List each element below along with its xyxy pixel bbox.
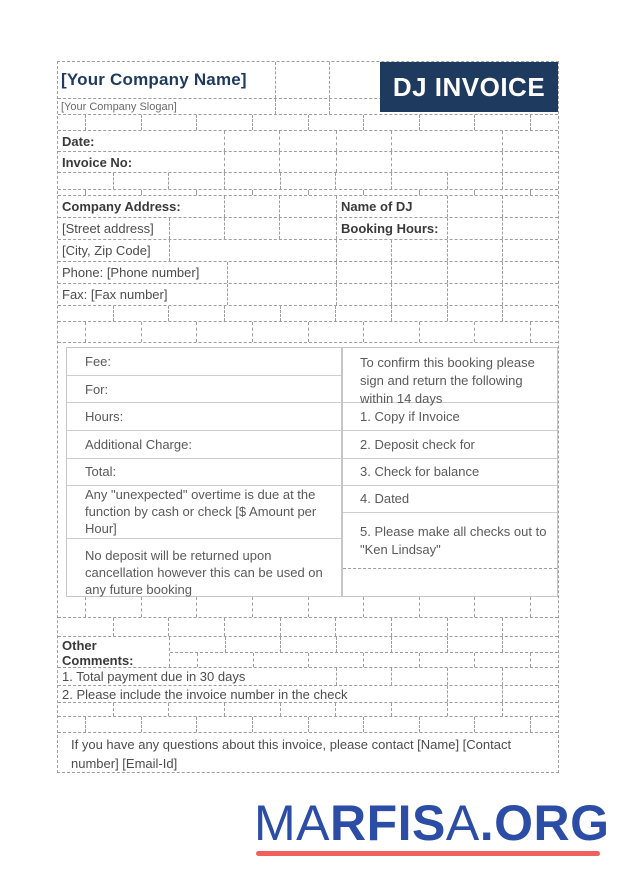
deposit-note-row bbox=[67, 539, 341, 596]
city-zip: [City, Zip Code] bbox=[62, 243, 151, 258]
other-comments-filler bbox=[170, 637, 558, 667]
grid-cell bbox=[225, 306, 281, 321]
city-zip-row bbox=[58, 240, 558, 262]
fee-row bbox=[67, 403, 341, 431]
grid-cell bbox=[503, 218, 558, 239]
confirmation-intro-row bbox=[343, 348, 557, 406]
date-label-cell bbox=[58, 131, 225, 151]
grid-cell bbox=[392, 668, 448, 685]
grid-cell bbox=[475, 717, 531, 732]
contact-note: If you have any questions about this invoice, please contact [Name] [Contact number] [Email-Id] bbox=[71, 737, 512, 771]
grid-cell bbox=[309, 115, 365, 130]
fee-row bbox=[67, 348, 341, 376]
grid-cell bbox=[503, 240, 558, 261]
grid-cell bbox=[197, 597, 253, 617]
grid-cell bbox=[86, 322, 142, 342]
grid-cell bbox=[503, 618, 558, 636]
company-slogan: [Your Company Slogan] bbox=[61, 100, 177, 113]
grid-cell bbox=[142, 717, 198, 732]
grid-cell bbox=[58, 597, 86, 617]
grid-cell bbox=[503, 173, 558, 189]
grid-cell bbox=[420, 190, 476, 195]
grid-cell bbox=[503, 262, 558, 283]
grid-cell bbox=[531, 115, 558, 130]
grid-cell bbox=[503, 306, 558, 321]
confirmation-item bbox=[343, 486, 557, 513]
grid-cell bbox=[114, 173, 170, 189]
company-address-label: Company Address: bbox=[62, 199, 181, 214]
grid-cell bbox=[531, 190, 558, 195]
grid-cell bbox=[58, 190, 86, 195]
total-label: Total: bbox=[85, 464, 117, 480]
grid-cell bbox=[336, 173, 392, 189]
grid-cell bbox=[58, 173, 114, 189]
confirmation-intro: To confirm this booking please sign and return the following within 14 days bbox=[360, 355, 535, 406]
deposit-note: No deposit will be returned upon cancellation however this can be used on any future booking bbox=[85, 548, 323, 598]
grid-cell bbox=[337, 284, 392, 305]
filler-row bbox=[58, 306, 558, 322]
grid-cell bbox=[197, 717, 253, 732]
grid-cell bbox=[86, 190, 142, 195]
grid-cell bbox=[448, 703, 504, 716]
grid-cell bbox=[253, 190, 309, 195]
grid-cell bbox=[392, 306, 448, 321]
grid-cell bbox=[392, 240, 448, 261]
grid-cell bbox=[364, 322, 420, 342]
company-name: [Your Company Name] bbox=[61, 70, 247, 89]
grid-cell bbox=[281, 173, 337, 189]
grid-cell bbox=[420, 115, 476, 130]
grid-cell bbox=[58, 703, 114, 716]
filler-row bbox=[58, 597, 558, 618]
fee-section bbox=[58, 347, 558, 597]
grid-cell bbox=[531, 653, 558, 668]
grid-cell bbox=[142, 115, 198, 130]
grid-cell bbox=[114, 306, 170, 321]
overtime-note: Any "unexpected" overtime is due at the function by cash or check [$ Amount per Hour] bbox=[85, 487, 317, 537]
company-address-row bbox=[58, 196, 558, 218]
phone-cell bbox=[58, 262, 228, 283]
grid-cell bbox=[276, 62, 330, 98]
confirmation-item-text: 2. Deposit check for bbox=[360, 436, 475, 452]
company-slogan-cell bbox=[58, 99, 276, 114]
grid-cell bbox=[337, 668, 392, 685]
comment-row bbox=[58, 668, 558, 686]
grid-cell bbox=[420, 717, 476, 732]
grid-cell bbox=[169, 173, 225, 189]
grid-cell bbox=[170, 218, 225, 239]
grid-cell bbox=[197, 115, 253, 130]
grid-cell bbox=[142, 597, 198, 617]
contact-note-cell bbox=[58, 733, 558, 772]
banner-title: DJ INVOICE bbox=[392, 71, 546, 102]
grid-cell bbox=[531, 597, 558, 617]
grid-cell bbox=[86, 597, 142, 617]
confirmation-item bbox=[343, 459, 557, 486]
street-address: [Street address] bbox=[62, 221, 154, 236]
grid-cell bbox=[228, 262, 337, 283]
invoice-no-label-cell bbox=[58, 152, 225, 172]
grid-cell bbox=[58, 717, 86, 732]
other-comments-label bbox=[58, 637, 170, 667]
grid-cell bbox=[337, 637, 393, 652]
confirmation-table bbox=[342, 347, 558, 597]
date-label: Date: bbox=[62, 133, 95, 149]
contact-row bbox=[58, 733, 558, 772]
grid-cell bbox=[448, 618, 504, 636]
grid-cell bbox=[170, 637, 226, 652]
grid-cell bbox=[448, 637, 504, 652]
grid-cell bbox=[253, 597, 309, 617]
grid-cell bbox=[58, 618, 114, 636]
other-comments-line2: Comments: bbox=[62, 653, 134, 668]
confirmation-item-text: 5. Please make all checks out to "Ken Lindsay" bbox=[360, 523, 547, 557]
grid-cell bbox=[392, 131, 503, 151]
grid-cell bbox=[280, 131, 337, 151]
grid-cell bbox=[280, 152, 337, 172]
grid-cell bbox=[169, 306, 225, 321]
grid-cell bbox=[364, 653, 419, 668]
grid-cell bbox=[392, 284, 448, 305]
grid-cell bbox=[503, 152, 558, 172]
filler-row bbox=[170, 653, 558, 668]
dj-name-cell bbox=[337, 196, 448, 217]
company-address-label-cell bbox=[58, 196, 225, 217]
grid-cell bbox=[337, 240, 392, 261]
confirmation-item-text: 4. Dated bbox=[360, 491, 410, 506]
grid-cell bbox=[448, 196, 503, 217]
grid-cell bbox=[364, 597, 420, 617]
overtime-note-row bbox=[67, 486, 341, 539]
grid-cell bbox=[225, 131, 280, 151]
grid-cell bbox=[343, 569, 557, 596]
invoice-no-row bbox=[58, 152, 558, 173]
grid-cell bbox=[309, 653, 364, 668]
invoice-document bbox=[57, 61, 559, 773]
grid-cell bbox=[309, 597, 365, 617]
grid-cell bbox=[392, 618, 448, 636]
grid-cell bbox=[448, 284, 503, 305]
logo-part-3: A bbox=[445, 795, 480, 851]
grid-cell bbox=[170, 653, 198, 668]
grid-cell bbox=[420, 597, 476, 617]
logo-underline bbox=[256, 851, 600, 856]
grid-cell bbox=[364, 115, 420, 130]
filler-row bbox=[58, 322, 558, 343]
grid-cell bbox=[309, 717, 365, 732]
grid-cell bbox=[225, 152, 280, 172]
grid-cell bbox=[448, 173, 504, 189]
grid-cell bbox=[253, 322, 309, 342]
grid-cell bbox=[392, 262, 448, 283]
grid-cell bbox=[336, 703, 392, 716]
for-label: For: bbox=[85, 381, 109, 397]
booking-hours-cell bbox=[337, 218, 448, 239]
grid-cell bbox=[503, 668, 558, 685]
grid-cell bbox=[142, 190, 198, 195]
grid-cell bbox=[276, 99, 330, 114]
grid-cell bbox=[392, 152, 503, 172]
grid-cell bbox=[169, 703, 225, 716]
filler-row bbox=[170, 637, 558, 653]
comment-item: 1. Total payment due in 30 days bbox=[62, 669, 246, 684]
filler-row bbox=[58, 703, 558, 717]
grid-cell bbox=[198, 653, 253, 668]
grid-cell bbox=[254, 653, 309, 668]
grid-cell bbox=[225, 196, 280, 217]
grid-cell bbox=[86, 717, 142, 732]
grid-cell bbox=[114, 618, 170, 636]
grid-cell bbox=[337, 152, 392, 172]
street-address-row bbox=[58, 218, 558, 240]
confirmation-item bbox=[343, 431, 557, 459]
grid-cell bbox=[225, 173, 281, 189]
grid-cell bbox=[280, 218, 337, 239]
date-row bbox=[58, 131, 558, 152]
grid-cell bbox=[253, 717, 309, 732]
dj-invoice-banner bbox=[380, 62, 558, 112]
comment-cell bbox=[58, 668, 337, 685]
grid-cell bbox=[475, 190, 531, 195]
grid-cell bbox=[531, 717, 558, 732]
comment-item: 2. Please include the invoice number in the check bbox=[62, 686, 348, 702]
phone: Phone: [Phone number] bbox=[62, 265, 200, 280]
logo-part-2: RFIS bbox=[330, 795, 446, 851]
city-zip-cell bbox=[58, 240, 170, 261]
grid-cell bbox=[309, 190, 365, 195]
grid-cell bbox=[448, 240, 503, 261]
fee-table bbox=[66, 347, 342, 597]
grid-cell bbox=[309, 322, 365, 342]
grid-cell bbox=[503, 131, 558, 151]
grid-cell bbox=[280, 196, 337, 217]
fee-row bbox=[67, 376, 341, 404]
grid-cell bbox=[86, 115, 142, 130]
grid-cell bbox=[503, 196, 558, 217]
grid-cell bbox=[475, 653, 530, 668]
phone-row bbox=[58, 262, 558, 284]
fax-row bbox=[58, 284, 558, 306]
dj-name-label: Name of DJ bbox=[341, 199, 413, 214]
company-name-cell bbox=[58, 62, 276, 98]
grid-cell bbox=[503, 703, 558, 716]
comment-cell bbox=[58, 686, 448, 702]
grid-cell bbox=[448, 262, 503, 283]
grid-cell bbox=[114, 703, 170, 716]
grid-cell bbox=[337, 131, 392, 151]
grid-cell bbox=[503, 637, 558, 652]
filler-row bbox=[58, 173, 558, 190]
filler-row bbox=[58, 115, 558, 131]
grid-cell bbox=[281, 618, 337, 636]
hours-label: Hours: bbox=[85, 409, 124, 425]
grid-cell bbox=[420, 322, 476, 342]
grid-cell bbox=[448, 218, 503, 239]
fee-row bbox=[67, 431, 341, 459]
confirmation-item bbox=[343, 513, 557, 569]
grid-cell bbox=[448, 668, 503, 685]
grid-cell bbox=[392, 173, 448, 189]
other-comments-row bbox=[58, 637, 558, 668]
grid-cell bbox=[364, 190, 420, 195]
grid-cell bbox=[225, 218, 280, 239]
invoice-no-label: Invoice No: bbox=[62, 154, 133, 170]
grid-cell bbox=[226, 637, 282, 652]
grid-cell bbox=[281, 306, 337, 321]
grid-cell bbox=[281, 703, 337, 716]
grid-cell bbox=[58, 115, 86, 130]
fee-label: Fee: bbox=[85, 353, 112, 369]
additional-charge-label: Additional Charge: bbox=[85, 437, 192, 453]
grid-cell bbox=[336, 306, 392, 321]
booking-hours-label: Booking Hours: bbox=[341, 221, 439, 236]
fax-cell bbox=[58, 284, 228, 305]
fax: Fax: [Fax number] bbox=[62, 287, 168, 302]
comment-row bbox=[58, 686, 558, 703]
grid-cell bbox=[228, 284, 337, 305]
other-comments-line1: Other bbox=[62, 638, 97, 653]
confirmation-item-text: 1. Copy if Invoice bbox=[360, 408, 460, 424]
grid-cell bbox=[253, 115, 309, 130]
grid-cell bbox=[448, 306, 504, 321]
grid-cell bbox=[142, 322, 198, 342]
filler-row bbox=[58, 717, 558, 733]
grid-cell bbox=[392, 703, 448, 716]
grid-cell bbox=[420, 653, 475, 668]
logo-part-4: .ORG bbox=[479, 795, 610, 851]
grid-cell bbox=[448, 686, 503, 702]
logo-text bbox=[254, 795, 610, 851]
grid-cell bbox=[225, 703, 281, 716]
grid-cell bbox=[281, 637, 337, 652]
grid-cell bbox=[337, 262, 392, 283]
grid-cell bbox=[503, 686, 558, 702]
grid-cell bbox=[170, 240, 337, 261]
grid-cell bbox=[531, 322, 558, 342]
grid-cell bbox=[197, 190, 253, 195]
street-address-cell bbox=[58, 218, 170, 239]
grid-cell bbox=[197, 322, 253, 342]
marfisa-logo[interactable] bbox=[254, 795, 610, 856]
grid-cell bbox=[169, 618, 225, 636]
grid-cell bbox=[364, 717, 420, 732]
grid-cell bbox=[475, 322, 531, 342]
grid-cell bbox=[475, 115, 531, 130]
fee-row bbox=[67, 459, 341, 486]
filler-row bbox=[58, 618, 558, 637]
logo-part-1: MA bbox=[254, 795, 330, 851]
grid-cell bbox=[392, 637, 448, 652]
grid-cell bbox=[58, 322, 86, 342]
grid-cell bbox=[336, 618, 392, 636]
grid-cell bbox=[503, 284, 558, 305]
confirmation-item-text: 3. Check for balance bbox=[360, 464, 480, 479]
grid-cell bbox=[58, 306, 114, 321]
confirmation-item bbox=[343, 403, 557, 431]
grid-cell bbox=[475, 597, 531, 617]
grid-cell bbox=[225, 618, 281, 636]
